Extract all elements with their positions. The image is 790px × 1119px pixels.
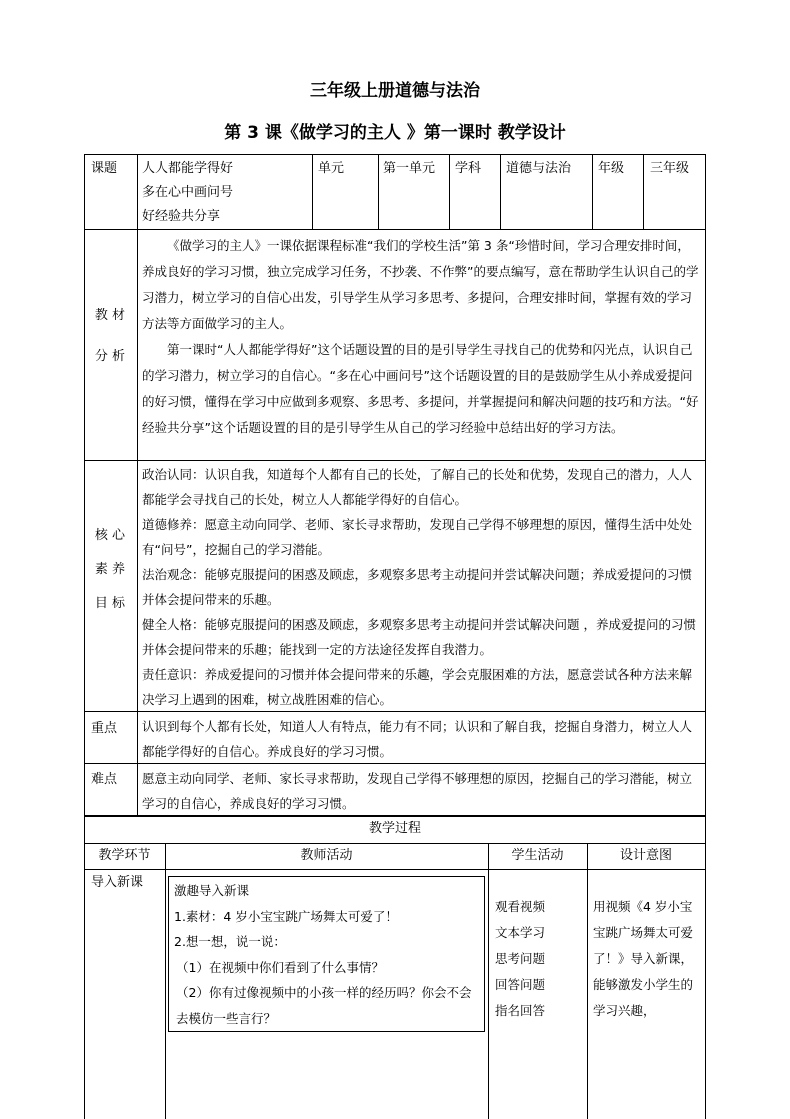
table-divider	[84, 460, 706, 461]
core-item: 责任意识：养成爱提问的习惯并体会提问带来的乐趣，学会克服困难的方法，愿意尝试各种方法来解决学习上遇到的困难，树立战胜困难的信心。	[142, 667, 693, 707]
student-line: 思考问题	[495, 951, 546, 966]
student-line: 指名回答	[495, 1003, 546, 1018]
student-line: 回答问题	[495, 977, 546, 992]
topic-item: 人人都能学得好	[142, 161, 234, 176]
unit-value: 第一单元	[383, 161, 436, 176]
header-intent: 设计意图	[619, 848, 672, 863]
analysis-label: 教 材 分 析	[94, 308, 126, 364]
table-border-left	[84, 154, 85, 815]
table-divider	[312, 154, 313, 229]
header-stage: 教学环节	[98, 848, 151, 863]
document-title: 三年级上册道德与法治	[310, 81, 480, 101]
header-teacher: 教师活动	[300, 848, 353, 863]
table-divider	[84, 229, 706, 230]
topic-item: 多在心中画问号	[142, 185, 234, 200]
stage-name: 导入新课	[91, 875, 144, 890]
table-divider	[378, 154, 379, 229]
core-item: 政治认同：认识自我，知道每个人都有自己的长处，了解自己的长处和优势，发现自己的潜力，人人都能学会寻找自己的长处，树立人人都能学得好的自信心。	[142, 467, 693, 507]
key-point-text: 认识到每个人都有长处，知道人人有特点，能力有不同；认识和了解自我，挖掘自身潜力，树立人人都能学得好的自信心。养成良好的学习习惯。	[142, 719, 693, 759]
analysis-text	[142, 233, 700, 441]
unit-label: 单元	[318, 161, 345, 176]
core-item: 法治观念：能够克服提问的困惑及顾虑，多观察多思考主动提问并尝试解决问题；养成爱提问的习惯并体会提问带来的乐趣。	[142, 567, 693, 607]
teacher-line: 1.素材：4 岁小宝宝跳广场舞太可爱了！	[174, 908, 398, 924]
core-text	[142, 462, 700, 712]
difficulty-text: 愿意主动向同学、老师、家长寻求帮助，发现自己学得不够理想的原因，挖掘自己的学习潜能，树立学习的自信心，养成良好的学习习惯。	[142, 771, 693, 811]
analysis-paragraph: 第一课时“人人都能学得好”这个话题设置的目的是引导学生寻找自己的优势和闪光点，认识自己的学习潜力，树立学习的自信心。“多在心中画问号”这个话题设置的目的是鼓励学生从小养成爱提问的好习惯，懂得在学习中应做到多观察、多思考、多提问，并掌握提问和解决问题的技巧和方法。“好经验共分享”这个话题设置的目的是引导学生从自己的学习经验中总结出好的学习方法。	[142, 342, 699, 435]
table-divider	[449, 154, 450, 229]
grade-label: 年级	[598, 161, 625, 176]
teacher-line: （1）在视频中你们看到了什么事情？	[176, 959, 384, 975]
process-border-top	[84, 816, 706, 817]
analysis-paragraph: 《做学习的主人》一课依据课程标准“我们的学校生活”第 3 条“珍惜时间，学习合理安排时间，养成良好的学习习惯，独立完成学习任务，不抄袭、不作弊”的要点编写，意在帮助学生认识自己的学习潜力，树立学习的自信心出发，引导学生从学习多思考、多提问，合理安排时间，掌握有效的学习方法等方面做学习的主人。	[142, 238, 699, 331]
process-title: 教学过程	[368, 821, 421, 836]
process-divider	[84, 843, 706, 844]
subject-label: 学科	[455, 161, 482, 176]
process-divider	[488, 843, 489, 1119]
table-divider	[500, 154, 501, 229]
grade-value: 三年级	[650, 161, 690, 176]
teacher-line: 激趣导入新课	[174, 883, 250, 898]
teacher-box-right	[484, 876, 485, 1032]
lesson-title: 第 3 课《做学习的主人 》第一课时 教学设计	[224, 123, 566, 143]
topic-item: 好经验共分享	[142, 209, 221, 224]
table-divider	[137, 154, 138, 815]
teacher-line: （2）你有过像视频中的小孩一样的经历吗？你会不会去模仿一些言行？	[176, 985, 472, 1026]
core-item: 道德修养：愿意主动向同学、老师、家长寻求帮助，发现自己学得不够理想的原因，懂得生活中处处有“问号”，挖掘自己的学习潜能。	[142, 517, 693, 557]
student-line: 观看视频	[495, 899, 546, 914]
teacher-box-left	[168, 876, 169, 1032]
process-divider	[587, 843, 588, 1119]
teacher-activity	[174, 878, 480, 1031]
difficulty-label: 难点	[91, 772, 118, 787]
header-student: 学生活动	[511, 848, 564, 863]
teacher-line: 2.想一想，说一说：	[174, 934, 286, 949]
student-line: 文本学习	[495, 925, 546, 940]
teacher-box-top	[168, 876, 485, 877]
design-intent: 用视频《4 岁小宝宝跳广场舞太可爱了！》导入新课，能够激发小学生的学习兴趣，	[593, 899, 694, 1018]
process-divider	[165, 843, 166, 1119]
topic-label: 课题	[91, 161, 118, 176]
table-divider	[643, 154, 644, 229]
subject-value: 道德与法治	[506, 161, 572, 176]
process-divider	[84, 869, 706, 870]
core-label: 核 心 素 养 目 标	[94, 528, 126, 611]
table-border-top	[84, 154, 706, 155]
core-item: 健全人格：能够克服提问的困惑及顾虑，多观察多思考主动提问并尝试解决问题 ，养成爱提问的习惯并体会提问带来的乐趣；能找到一定的方法途径发挥自我潜力。	[142, 617, 696, 657]
table-divider	[592, 154, 593, 229]
table-border-right	[705, 154, 706, 815]
key-point-label: 重点	[91, 721, 118, 736]
process-border-right	[705, 816, 706, 1119]
student-activity	[495, 894, 583, 1024]
teacher-box-bottom	[168, 1031, 485, 1032]
